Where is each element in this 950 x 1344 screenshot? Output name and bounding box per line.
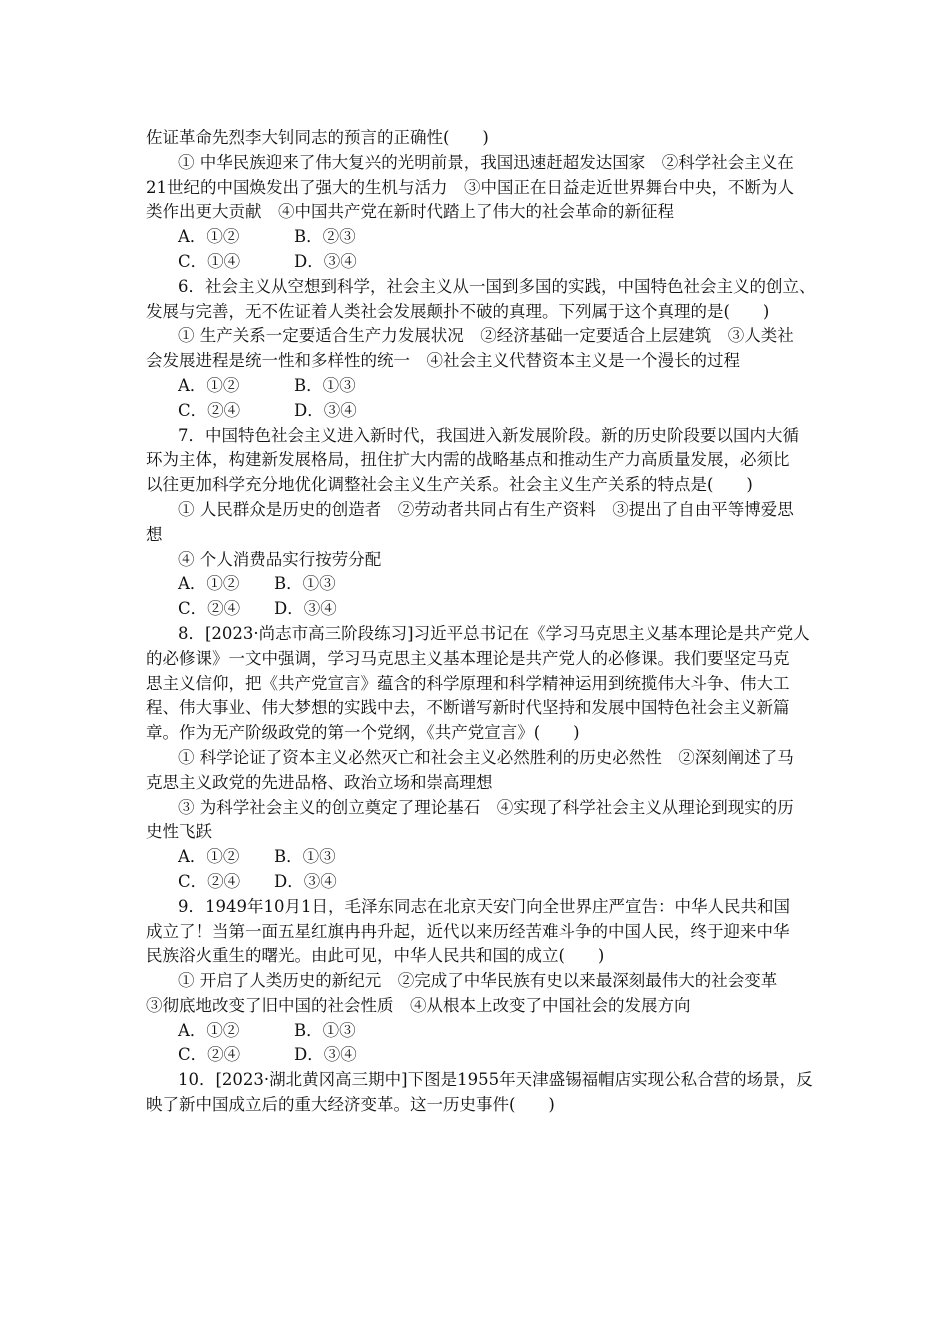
option-b: B．①③ bbox=[294, 1020, 356, 1040]
option-b: B．②③ bbox=[294, 227, 356, 247]
option-a: A．①② bbox=[178, 1020, 240, 1040]
question-10: 10．[2023·湖北黄冈高三期中]下图是1955年天津盛锡福帽店实现公私合营的场景，反 bbox=[178, 1070, 813, 1090]
answer-options bbox=[146, 225, 814, 250]
document-page bbox=[146, 126, 814, 1118]
text-line: ① 生产关系一定要适合生产力发展状况 ②经济基础一定要适合上层建筑 ③人类社 bbox=[178, 326, 794, 346]
option-d: D．③④ bbox=[294, 400, 357, 420]
text-line: 章。作为无产阶级政党的第一个党纲，《共产党宣言》( ) bbox=[146, 723, 580, 743]
text-line: ④ 个人消费品实行按劳分配 bbox=[178, 549, 382, 569]
option-d: D．③④ bbox=[294, 1045, 357, 1065]
option-a: A．①② bbox=[178, 847, 240, 867]
answer-options bbox=[146, 399, 814, 424]
answer-options bbox=[146, 250, 814, 275]
option-b: B．①③ bbox=[294, 375, 356, 395]
option-d: D．③④ bbox=[274, 871, 337, 891]
text-line: 克思主义政党的先进品格、政治立场和崇高理想 bbox=[146, 772, 493, 792]
question-7: 7．中国特色社会主义进入新时代，我国进入新发展阶段。新的历史阶段要以国内大循 bbox=[178, 425, 799, 445]
text-line: ① 中华民族迎来了伟大复兴的光明前景，我国迅速赶超发达国家 ②科学社会主义在 bbox=[178, 152, 794, 172]
text-line: ③彻底地改变了旧中国的社会性质 ④从根本上改变了中国社会的发展方向 bbox=[146, 995, 691, 1015]
text-line: 程、伟大事业、伟大梦想的实践中去，不断谱写新时代坚持和发展中国特色社会主义新篇 bbox=[146, 698, 790, 718]
option-c: C．②④ bbox=[178, 871, 241, 891]
option-c: C．②④ bbox=[178, 1045, 241, 1065]
option-a: A．①② bbox=[178, 574, 240, 594]
option-a: A．①② bbox=[178, 227, 240, 247]
option-a: A．①② bbox=[178, 375, 240, 395]
answer-options bbox=[146, 845, 814, 870]
text-line: 类作出更大贡献 ④中国共产党在新时代踏上了伟大的社会革命的新征程 bbox=[146, 202, 674, 222]
text-line: 以往更加科学充分地优化调整社会主义生产关系。社会主义生产关系的特点是( ) bbox=[146, 475, 753, 495]
text-line: 思主义信仰，把《共产党宣言》蕴含的科学原理和科学精神运用到统揽伟大斗争、伟大工 bbox=[146, 673, 790, 693]
text-line: ① 开启了人类历史的新纪元 ②完成了中华民族有史以来最深刻最伟大的社会变革 bbox=[178, 971, 778, 991]
option-c: C．②④ bbox=[178, 599, 241, 619]
text-line: 的必修课》一文中强调，学习马克思主义基本理论是共产党人的必修课。我们要坚定马克 bbox=[146, 648, 790, 668]
option-d: D．③④ bbox=[274, 599, 337, 619]
text-line: 会发展进程是统一性和多样性的统一 ④社会主义代替资本主义是一个漫长的过程 bbox=[146, 351, 740, 371]
answer-options bbox=[146, 1043, 814, 1068]
answer-options bbox=[146, 374, 814, 399]
text-line: ① 人民群众是历史的创造者 ②劳动者共同占有生产资料 ③提出了自由平等博爱思 bbox=[178, 499, 794, 519]
question-9: 9．1949年10月1日，毛泽东同志在北京天安门向全世界庄严宣告：中华人民共和国 bbox=[178, 896, 790, 916]
text-line: 民族浴火重生的曙光。由此可见，中华人民共和国的成立( ) bbox=[146, 946, 605, 966]
option-b: B．①③ bbox=[274, 574, 336, 594]
answer-options bbox=[146, 572, 814, 597]
text-line: 想 bbox=[146, 524, 163, 544]
text-line: 成立了！当第一面五星红旗冉冉升起，近代以来历经苦难斗争的中国人民，终于迎来中华 bbox=[146, 921, 790, 941]
text-line: ① 科学论证了资本主义必然灭亡和社会主义必然胜利的历史必然性 ②深刻阐述了马 bbox=[178, 747, 794, 767]
text-line: ③ 为科学社会主义的创立奠定了理论基石 ④实现了科学社会主义从理论到现实的历 bbox=[178, 797, 794, 817]
text-line: 发展与完善，无不佐证着人类社会发展颠扑不破的真理。下列属于这个真理的是( ) bbox=[146, 301, 770, 321]
answer-options bbox=[146, 1019, 814, 1044]
answer-options bbox=[146, 597, 814, 622]
text-line: 映了新中国成立后的重大经济变革。这一历史事件( ) bbox=[146, 1095, 555, 1115]
text-line: 佐证革命先烈李大钊同志的预言的正确性( ) bbox=[146, 128, 489, 147]
option-b: B．①③ bbox=[274, 847, 336, 867]
option-d: D．③④ bbox=[294, 251, 357, 271]
option-c: C．②④ bbox=[178, 400, 241, 420]
option-c: C．①④ bbox=[178, 251, 241, 271]
question-6: 6．社会主义从空想到科学，社会主义从一国到多国的实践，中国特色社会主义的创立、 bbox=[178, 276, 816, 296]
text-line: 史性飞跃 bbox=[146, 822, 212, 842]
text-line: 21世纪的中国焕发出了强大的生机与活力 ③中国正在日益走近世界舞台中央，不断为人 bbox=[146, 177, 794, 197]
text-line: 环为主体，构建新发展格局，扭住扩大内需的战略基点和推动生产力高质量发展，必须比 bbox=[146, 450, 790, 470]
answer-options bbox=[146, 870, 814, 895]
question-8: 8．[2023·尚志市高三阶段练习]习近平总书记在《学习马克思主义基本理论是共产党人 bbox=[178, 623, 810, 643]
